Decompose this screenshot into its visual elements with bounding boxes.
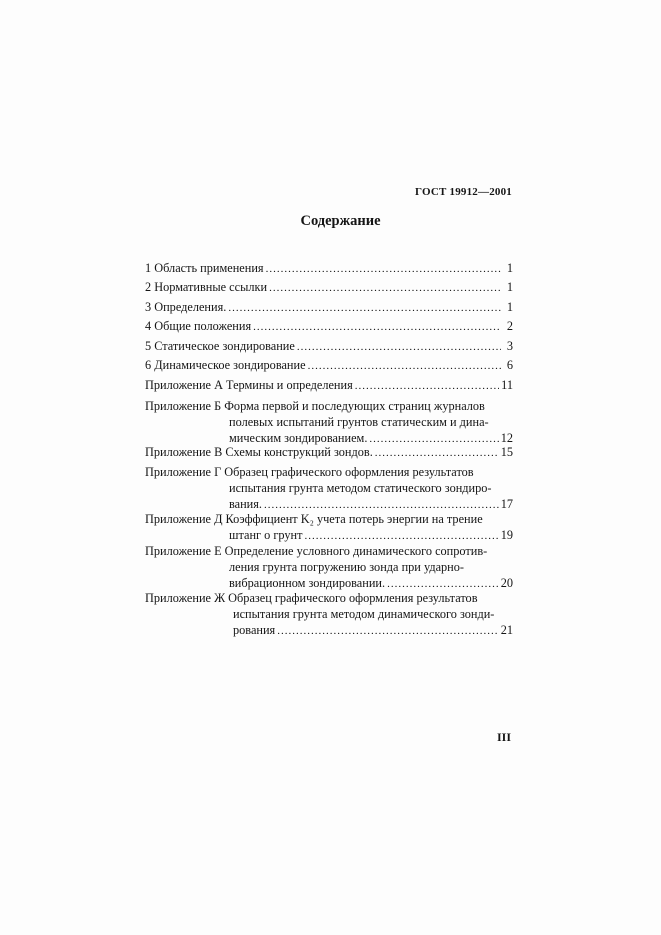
- toc-page-number: 1: [506, 280, 513, 294]
- toc-page-number: 21: [500, 623, 513, 637]
- toc-entry-title-continued: штанг о грунт: [229, 528, 303, 542]
- toc-entry-title: 5 Статическое зондирование: [145, 339, 295, 353]
- toc-entry-title: 4 Общие положения: [145, 319, 252, 333]
- toc-entry-appendix-g[interactable]: [145, 464, 513, 513]
- toc-entry-title-continued: испытания грунта методом динамического зонди-: [233, 607, 495, 621]
- toc-entry-title: Схемы конструкций зондов.: [225, 445, 373, 459]
- toc-page-number: 1: [506, 261, 513, 275]
- toc-entry-title: Термины и определения: [226, 378, 353, 392]
- leader-dots: [375, 445, 499, 461]
- toc-page-number: 3: [506, 339, 513, 353]
- leader-dots: [269, 280, 501, 296]
- leader-dots: [277, 623, 498, 639]
- toc-entry-title: 2 Нормативные ссылки: [145, 280, 268, 294]
- toc-page-number: 19: [500, 528, 513, 542]
- document-code: ГОСТ 19912—2001: [415, 186, 512, 198]
- toc-entry[interactable]: [145, 260, 513, 277]
- appendix-label: Приложение В: [145, 445, 223, 459]
- toc-page-number: 11: [501, 378, 513, 392]
- appendix-label: Приложение Д: [145, 512, 223, 526]
- page-number: III: [496, 730, 511, 744]
- toc-entry-title: Образец графического оформления результатов: [224, 465, 474, 479]
- toc-entry-title: 3 Определения.: [145, 300, 227, 314]
- leader-dots: [297, 339, 501, 355]
- toc-entry-appendix-a[interactable]: [145, 377, 513, 394]
- appendix-label: Приложение Б: [145, 399, 222, 413]
- toc-entry[interactable]: [145, 338, 513, 355]
- appendix-label: Приложение Е: [145, 544, 222, 558]
- toc-page-number: 6: [506, 358, 513, 372]
- toc-entry-title: 1 Область применения: [145, 261, 264, 275]
- leader-dots: [253, 319, 501, 335]
- page-title: Содержание: [300, 213, 381, 229]
- toc-entry-appendix-zh[interactable]: [145, 590, 513, 639]
- toc-page-number: 12: [500, 431, 513, 445]
- toc-entry-appendix-v[interactable]: [145, 444, 513, 461]
- toc-entry-title: Определение условного динамического сопротив-: [224, 544, 488, 558]
- toc-entry-title: Образец графического оформления результатов: [228, 591, 478, 605]
- toc-entry-appendix-e[interactable]: [145, 543, 513, 592]
- toc-page-number: 1: [506, 300, 513, 314]
- leader-dots: [308, 358, 501, 374]
- toc-entry-title-continued: ления грунта погружению зонда при ударно-: [229, 560, 465, 574]
- leader-dots: [355, 378, 499, 394]
- toc-entry-title-continued: полевых испытаний грунтов статическим и дина-: [229, 415, 489, 429]
- toc-entry[interactable]: [145, 357, 513, 374]
- toc-entry-appendix-d[interactable]: [145, 511, 513, 544]
- appendix-label: Приложение Ж: [145, 591, 226, 605]
- toc-page-number: 2: [506, 319, 513, 333]
- toc-entry[interactable]: [145, 299, 513, 316]
- toc-entry-title: 6 Динамическое зондирование: [145, 358, 306, 372]
- toc-page-number: 15: [500, 445, 513, 459]
- toc-page-number: 17: [500, 497, 513, 511]
- toc-entry-title-continued: вибрационном зондировании.: [229, 576, 386, 590]
- toc-entry-title: Коэффициент K₂ учета потерь энергии на трение: [225, 512, 483, 526]
- leader-dots: [266, 261, 501, 277]
- leader-dots: [305, 528, 499, 544]
- appendix-label: Приложение Г: [145, 465, 222, 479]
- toc-entry-title-continued: рования: [233, 623, 276, 637]
- toc-entry-title-continued: испытания грунта методом статического зондиро-: [229, 481, 492, 495]
- toc-entry-title-continued: вания.: [229, 497, 262, 511]
- leader-dots: [228, 300, 501, 316]
- appendix-label: Приложение А: [145, 378, 223, 392]
- toc-page-number: 20: [500, 576, 513, 590]
- toc-entry-title-continued: мическим зондированием.: [229, 431, 368, 445]
- toc-entry[interactable]: [145, 279, 513, 296]
- toc-entry-appendix-b[interactable]: [145, 398, 513, 447]
- toc-entry-title: Форма первой и последующих страниц журналов: [224, 399, 485, 413]
- toc-entry[interactable]: [145, 318, 513, 335]
